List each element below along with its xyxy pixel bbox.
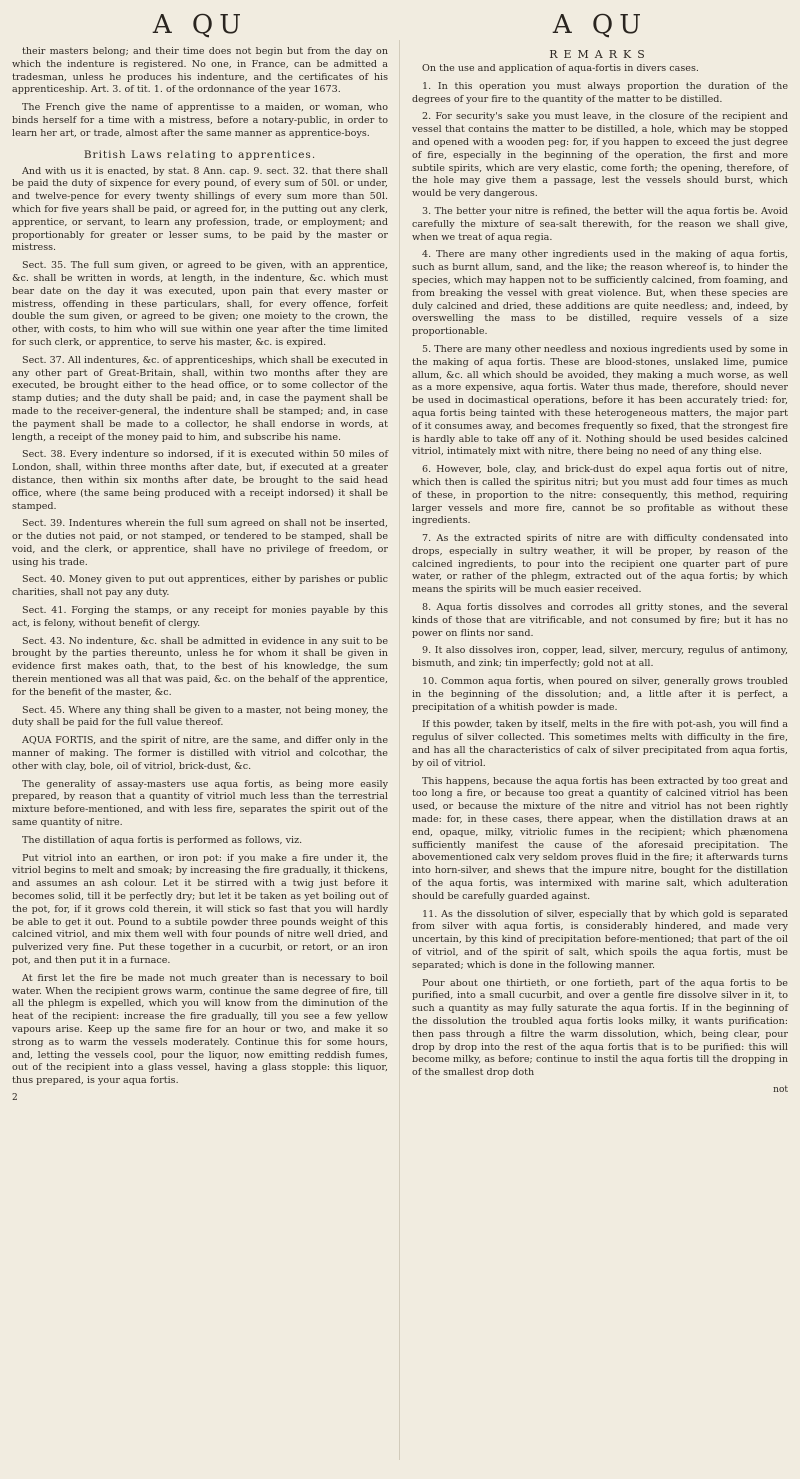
section-heading: British Laws relating to apprentices. xyxy=(83,148,317,161)
catchword: not xyxy=(773,1084,788,1095)
running-head-left: A QU xyxy=(152,10,248,40)
remark-paragraph: 11. As the dissolution of silver, especially that by which gold is separated from silver with aqua fortis, is considerably hindered, and made very uncertain, by this kind of precipitation before-mentioned; that part of the oil of vitriol, and of the spirit of salt, which spoils the aqua fortis, must be separated; which is done in the following manner. xyxy=(412,908,788,971)
law-paragraph: Put vitriol into an earthen, or iron pot: if you make a fire under it, the vitriol begins to melt and smoak; by increasing the fire gradually, it thickens, and assumes an ash colour. Let it be stirred with a twig just before it becomes solid, till it be perfectly dry; but let it be taken as yet boiling out of the pot, for, if it grows cold therein, it will stick so fast that you will hardly be able to get it out. Pound to a subtile powder three pounds weight of this calcined vitriol, and mix them well with four pounds of nitre well dried, and pulverized very fine. Put these together in a cucurbit, or retort, or an iron pot, and then put it in a furnace. xyxy=(12,852,388,966)
law-paragraph: At first let the fire be made not much greater than is necessary to boil water. When the recipient grows warm, continue the same degree of fire, till all the phlegm is expelled, which you will know from the diminution of the heat of the recipient: increase the fire gradually, till you see a few yellow vapours arise. Keep up the same fire for an hour or two, and make it so strong as to warm the vessels moderately. Continue this for some hours, and, letting the vessels cool, pour the liquor, now emitting reddish fumes, out of the recipient into a glass vessel, having a glass stopple: this liquor, thus prepared, is your aqua fortis. xyxy=(12,972,388,1087)
law-paragraph: Sect. 41. Forging the stamps, or any receipt for monies payable by this act, is felony, without benefit of clergy. xyxy=(12,605,388,629)
remarks-title: REMARKS xyxy=(549,48,651,61)
law-paragraph: Sect. 39. Indentures wherein the full sum agreed on shall not be inserted, or the duties not paid, or not stamped, or tendered to be stamped, shall be void, and the clerk, or apprentice, shall have no privilege of freedom, or using his trade. xyxy=(12,518,388,568)
running-head-right: A QU xyxy=(552,10,648,40)
law-paragraph: Sect. 35. The full sum given, or agreed to be given, with an apprentice, &c. shall be written in words, at length, in the indenture, &c. which must bear date on the day it was executed, upon pain that every master or mistress, offending in these particulars, shall, for every offence, forfeit double the sum given, or agreed to be given; one moiety to the crown, the other, with costs, to him who will sue within one year after the time limited for such clerk, or apprentice, to serve his master, &c. is expired. xyxy=(12,260,388,348)
law-paragraph: Sect. 38. Every indenture so indorsed, if it is executed within 50 miles of London, shall, within three months after date, but, if executed at a greater distance, then within six months after date, be brought to the said head office, where (the same being produced with a receipt indorsed) it shall be stamped. xyxy=(12,449,388,512)
body-paragraph: The French give the name of apprentisse to a maiden, or woman, who binds herself for a time with a mistress, before a notary-public, in order to learn her art, or trade, almost after the same manner as apprentice-boys. xyxy=(12,102,388,139)
remark-paragraph: 3. The better your nitre is refined, the better will the aqua fortis be. Avoid carefully the mixture of sea-salt therewith, for the reason we shall give, when we treat of aqua regia. xyxy=(412,205,788,243)
remark-paragraph: If this powder, taken by itself, melts in the fire with pot-ash, you will find a regulus of silver collected. This sometimes melts with difficulty in the fire, and has all the characteristics of calx of silver precipitated from aqua fortis, by oil of vitriol. xyxy=(412,719,788,769)
remark-paragraph: 1. In this operation you must always proportion the duration of the degrees of your fire to the quantity of the matter to be distilled. xyxy=(412,80,788,105)
law-paragraph: Sect. 40. Money given to put out apprentices, either by parishes or public charities, shall not pay any duty. xyxy=(12,574,388,599)
law-paragraph: AQUA FORTIS, and the spirit of nitre, are the same, and differ only in the manner of making. The former is distilled with vitriol and colcothar, the other with clay, bole, oil of vitriol, brick-dust, &c. xyxy=(12,735,388,772)
remark-paragraph: Pour about one thirtieth, or one fortieth, part of the aqua fortis to be purified, into a small cucurbit, and over a gentle fire dissolve silver in it, to such a quantity as may fully saturate the aqua fortis. If in the beginning of the dissolution the troubled aqua fortis looks milky, it wants purification: then pass through a filtre the warm dissolution, which, being clear, pour drop by drop into the rest of the aqua fortis that is to be purified: this will become milky, as before; continue to instil the aqua fortis till the dropping in of the smallest drop doth xyxy=(412,977,788,1079)
remark-paragraph: This happens, because the aqua fortis has been extracted by too great and too long a fire, or because too great a quantity of calcined vitriol has been used, or because the mixture of the nitre and vitriol has not been rightly made: for, in these cases, there appear, when the distillation draws at an end, opaque, milky, vitriolic fumes in the recipient; which phænomena sufficiently manifest the cause of the aforesaid precipitation. The abovementioned calx very seldom proves fluid in the fire; it afterwards turns into horn-silver, and shews that the impure nitre, bought for the distillation of the aqua fortis, was intermixed with marine salt, which adulteration should be carefully guarded against. xyxy=(412,775,788,902)
left-column xyxy=(12,0,388,1479)
remark-paragraph: 6. However, bole, clay, and brick-dust do expel aqua fortis out of nitre, which then is called the spiritus nitri; but you must add four times as much of these, in proportion to the nitre: consequently, this method, requiring larger vessels and more fire, cannot be so profitable as without these ingredients. xyxy=(412,464,788,527)
law-paragraph: The generality of assay-masters use aqua fortis, as being more easily prepared, by reason that a quantity of vitriol much less than the terrestrial mixture before-mentioned, and with less fire, separates the spirit out of the same quantity of nitre. xyxy=(12,778,388,829)
remark-paragraph: 2. For security's sake you must leave, in the closure of the recipient and vessel that contains the matter to be distilled, a hole, which may be stopped and opened with a wooden peg: for, if you happen to exceed the just degree of fire, especially in the beginning of the operation, the first and more subtile spirits, which are very elastic, come forth; the opening, therefore, of the hole may give them a passage, lest the vessels should burst, which would be very dangerous. xyxy=(412,111,788,200)
remark-paragraph: 5. There are many other needless and noxious ingredients used by some in the making of aqua fortis. These are blood-stones, unslaked lime, pumice allum, &c. all which should be avoided, they making a much worse, as well as a more expensive, aqua fortis. Water thus made, therefore, should never be used in docimastical operations, before it has been accurately tried: for, aqua fortis being tainted with these heterogeneous matters, the major part of it consumes away, and becomes frequently so fixed, that the strongest fire is hardly able to take off any of it. Nothing should be used besides calcined vitriol, intimately mixt with nitre, there being no need of any thing else. xyxy=(412,343,788,458)
left-intro-paragraphs xyxy=(12,46,388,141)
remarks-intro: On the use and application of aqua-fortis in divers cases. xyxy=(422,63,699,74)
remark-paragraph: 10. Common aqua fortis, when poured on silver, generally grows troubled in the beginning of the dissolution; and, a little after it is perfect, a precipitation of a whitish powder is made. xyxy=(412,676,788,713)
remark-paragraph: 4. There are many other ingredients used in the making of aqua fortis, such as burnt allum, sand, and the like; the reason whereof is, to hinder the species, which may happen not to be sufficiently calcined, from foaming, and from breaking the vessel with great violence. But, when these species are duly calcined and dried, these additions are quite needless; and, indeed, by overswelling the mass to be distilled, require vessels of a size proportionable. xyxy=(412,249,788,338)
law-paragraph: The distillation of aqua fortis is performed as follows, viz. xyxy=(22,834,303,846)
law-paragraph: Sect. 45. Where any thing shall be given to a master, not being money, the duty shall be paid for the full value thereof. xyxy=(12,704,388,729)
law-paragraph: Sect. 43. No indenture, &c. shall be admitted in evidence in any suit to be brought by the parties thereunto, unless he for whom it shall be given in evidence first makes oath, that, to the best of his knowledge, the sum therein mentioned was all that was paid, &c. on the behalf of the apprentice, for the benefit of the master, &c. xyxy=(12,635,388,698)
remark-paragraph: 7. As the extracted spirits of nitre are with difficulty condensated into drops, especially in sultry weather, it will be proper, by reason of the calcined ingredients, to pour into the recipient one quarter part of pure water, or rather of the phlegm, extracted out of the aqua fortis; by which means the spirits will be much easier received. xyxy=(412,533,788,596)
remark-paragraph: 8. Aqua fortis dissolves and corrodes all gritty stones, and the several kinds of those that are vitrificable, and not consumed by fire; but it has no power on flints nor sand. xyxy=(412,602,788,639)
law-paragraph: Sect. 37. All indentures, &c. of apprenticeships, which shall be executed in any other part of Great-Britain, shall, within two months after they are executed, be brought either to the head office, or to some collector of the stamp duties; and the duty shall be paid; and, in case the payment shall be made to the receiver-general, the indenture shall be stamped; and, in case the payment shall be made to a collector, he shall endorse in words, at length, a receipt of the money paid to him, and subscribe his name. xyxy=(12,354,388,443)
right-column xyxy=(412,0,788,1479)
law-paragraph: And with us it is enacted, by stat. 8 Ann. cap. 9. sect. 32. that there shall be paid the duty of sixpence for every pound, of every sum of 50l. or under, and twelve-pence for every twenty shillings of every sum more than 50l. which for five years shall be paid, or agreed for, in the putting out any clerk, apprentice, or servant, to learn any profession, trade, or employment; and proportionably for greater or lesser sums, to be paid by the master or mistress. xyxy=(12,165,388,254)
remark-paragraph: 9. It also dissolves iron, copper, lead, silver, mercury, regulus of antimony, bismuth, and zink; tin imperfectly; gold not at all. xyxy=(412,645,788,670)
body-paragraph: their masters belong; and their time does not begin but from the day on which the indenture is registered. No one, in France, can be admitted a tradesman, unless he produces his indenture, and the certificates of his apprenticeship. Art. 3. of tit. 1. of the ordonnance of the year 1673. xyxy=(12,46,388,96)
left-law-paragraphs xyxy=(12,166,388,1088)
gutter-divider xyxy=(399,40,400,1460)
remarks-list xyxy=(412,81,788,1080)
signature-mark: 2 xyxy=(12,1092,18,1103)
